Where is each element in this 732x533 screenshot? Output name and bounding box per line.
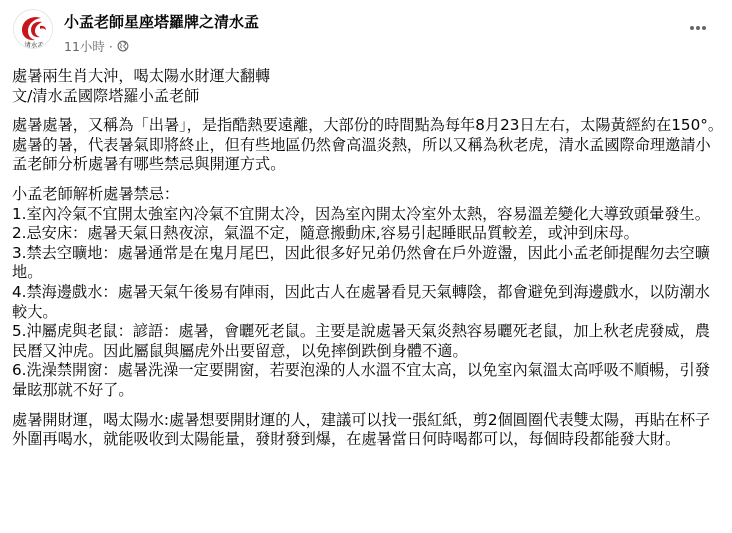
timestamp[interactable]: 11小時 [64,39,105,54]
post-header [0,0,732,62]
post-title: 處暑兩生肖大沖，喝太陽水財運大翻轉 [12,67,271,85]
taboo-item-6: 6.洗澡禁開窗：處暑洗澡一定要開窗，若要泡澡的人水溫不宜太高，以免室內氣溫太高呼吸不順暢，引發暈眩那就不好了。 [12,361,710,399]
post-meta [64,37,129,55]
taboo-item-2: 2.忌安床：處暑天氣日熱夜涼，氣溫不定，隨意搬動床,容易引起睡眠品質較差，或沖到床母。 [12,224,639,243]
avatar-logo-icon [14,10,53,49]
post-closing: 處暑開財運，喝太陽水:處暑想要開財運的人，建議可以找一張紅紙，剪2個圓圈代表雙太陽，再貼在杯子外圍再喝水，就能吸收到太陽能量，發財發到爆，在處暑當日何時喝都可以，每個時段都能發大財。 [12,410,711,449]
avatar-text: 清水孟 [24,41,44,49]
avatar[interactable] [13,9,53,49]
post-body [12,67,724,450]
globe-icon[interactable] [117,40,129,52]
taboo-item-5: 5.沖屬虎與老鼠：諺語：處暑，會曬死老鼠。主要是說處暑天氣炎熱容易曬死老鼠，加上秋老虎發威，農民曆又沖虎。因此屬鼠與屬虎外出要留意，以免摔倒跌倒身體不適。 [12,322,710,360]
more-horizontal-icon [688,18,708,38]
taboo-heading: 小孟老師解析處暑禁忌： [12,184,180,203]
taboo-item-4: 4.禁海邊戲水：處暑天氣午後易有陣雨，因此古人在處暑看見天氣轉陰，都會避免到海邊戲水，以防潮水較大。 [12,282,710,321]
taboo-item-3: 3.禁去空曠地：處暑通常是在鬼月尾巴，因此很多好兄弟仍然會在戶外遊盪，因此小孟老師提醒勿去空曠地。 [12,243,710,282]
page-name[interactable]: 小孟老師星座塔羅牌之清水孟 [64,13,260,31]
post-intro: 處暑處暑，又稱為「出暑」，是指酷熱要遠離，大部份的時間點為每年8月23日左右，太陽黃經約在150°。處暑的暑，代表暑氣即將終止，但有些地區仍然會高溫炎熱，所以又稱為秋老虎，清水孟國際命理邀請小孟老師分析處暑有哪些禁忌與開運方式。 [12,116,724,174]
more-options-button[interactable] [680,10,716,46]
taboo-item-1: 1.室內冷氣不宜開太強室內冷氣不宜開太冷，因為室內開太冷室外太熱，容易溫差變化大導致頭暈發生。 [12,204,710,223]
meta-separator: · [108,38,113,54]
post-byline: 文/清水孟國際塔羅小孟老師 [12,86,200,105]
